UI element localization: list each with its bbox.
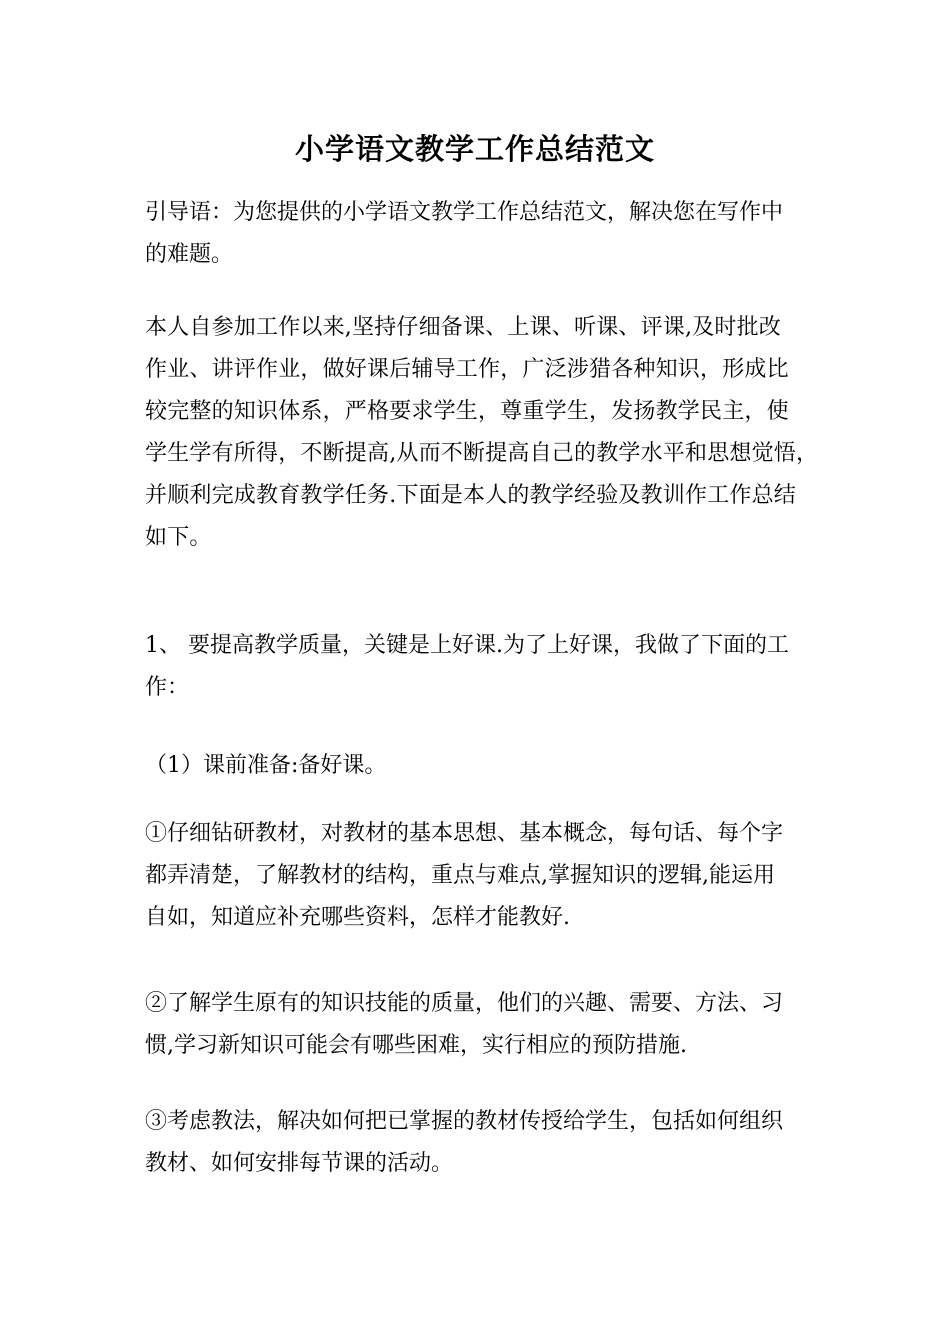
text-line: 1、 要提高教学质量，关键是上好课.为了上好课，我做了下面的工 (145, 633, 789, 658)
text-line: ③考虑教法，解决如何把已掌握的教材传授给学生，包括如何组织 (145, 1109, 784, 1134)
text-line: 较完整的知识体系，严格要求学生，尊重学生，发扬教学民主，使 (145, 399, 789, 424)
document-title: 小学语文教学工作总结范文 (294, 132, 655, 166)
text-line: 惯,学习新知识可能会有哪些困难，实行相应的预防措施. (145, 1033, 687, 1058)
paragraph-item-2 (145, 983, 813, 1067)
paragraph-subsection-1 (145, 745, 813, 787)
text-line: ①仔细钻研教材，对教材的基本思想、基本概念，每句话、每个字 (145, 821, 784, 846)
text-line: 本人自参加工作以来,坚持仔细备课、上课、听课、评课,及时批改 (145, 315, 781, 340)
text-line: 自如，知道应补充哪些资料，怎样才能教好. (145, 905, 570, 930)
paragraph-body (145, 307, 819, 559)
text-line: 都弄清楚，了解教材的结构，重点与难点,掌握知识的逻辑,能运用 (145, 863, 775, 888)
paragraph-section-1 (145, 625, 813, 709)
text-line: 如下。 (145, 525, 212, 550)
text-line: 作业、讲评作业，做好课后辅导工作，广泛涉猎各种知识，形成比 (145, 357, 789, 382)
text-line: （1）课前准备:备好课。 (145, 753, 387, 778)
text-line: 的难题。 (145, 242, 234, 267)
text-line: 并顺利完成教育教学任务.下面是本人的教学经验及教训作工作总结 (145, 483, 796, 508)
text-line: 教材、如何安排每节课的活动。 (145, 1151, 454, 1176)
paragraph-intro (145, 192, 813, 276)
text-line: 引导语：为您提供的小学语文教学工作总结范文，解决您在写作中 (145, 200, 784, 225)
text-line: 作： (145, 675, 190, 700)
paragraph-item-1 (145, 813, 813, 939)
text-line: ②了解学生原有的知识技能的质量，他们的兴趣、需要、方法、习 (145, 991, 784, 1016)
text-line: 学生学有所得，不断提高,从而不断提高自己的教学水平和思想觉悟， (145, 441, 819, 466)
paragraph-item-3 (145, 1101, 813, 1185)
